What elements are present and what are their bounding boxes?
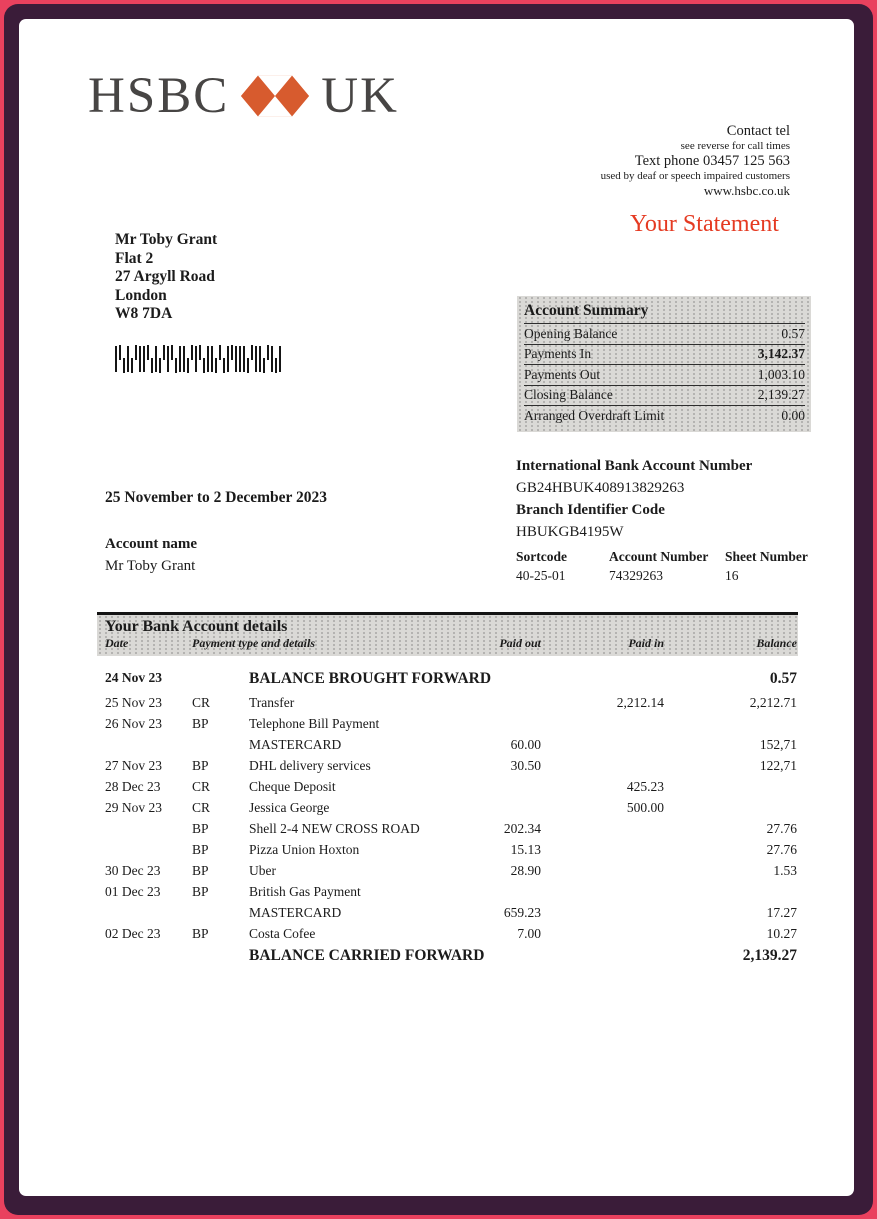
barcode-bar [259,346,261,372]
cell-paid-in: 500.00 [626,800,664,815]
cell-date: 25 Nov 23 [105,695,162,710]
cell-paid-in: 425.23 [626,779,664,794]
cell-date: 28 Dec 23 [105,779,161,794]
table-row [97,777,798,798]
cell-details: Transfer [249,695,295,710]
logo-text-uk: UK [321,67,399,124]
cell-details: British Gas Payment [249,884,361,899]
barcode-bar [167,346,169,372]
barcode-bar [231,345,233,360]
account-number-column [609,549,708,584]
barcode-bar [255,346,257,372]
column-header-paid-in: Paid in [628,636,664,650]
cell-balance: 17.27 [766,905,797,920]
summary-label: Arranged Overdraft Limit [524,407,665,423]
barcode-bar [183,346,185,372]
barcode-bar [127,346,129,372]
barcode-bar [247,358,249,373]
barcode-bar [207,346,209,372]
account-summary-rows [524,324,805,426]
barcode-bar [211,346,213,372]
transactions-rows [97,656,798,970]
barcode-bar [235,346,237,372]
cell-details: Costa Cofee [249,926,316,941]
cell-details: Jessica George [249,800,330,815]
cell-paid-out: 28.90 [510,863,541,878]
barcode-bar [155,346,157,372]
cell-date: 01 Dec 23 [105,884,161,899]
barcode-bar [151,358,153,373]
cell-balance: 2,212.71 [749,695,797,710]
cell-paid-out: 7.00 [517,926,541,941]
barcode-bar [115,346,117,372]
barcode-bar [267,345,269,360]
cell-payment-type: CR [192,695,211,710]
barcode-bar [179,346,181,372]
summary-row [524,324,805,345]
cell-paid-in: 2,212.14 [616,695,664,710]
summary-row [524,365,805,386]
hsbc-hexagon-icon [241,72,309,120]
account-number-value: 74329263 [609,568,663,583]
cell-balance: 0.57 [769,670,797,687]
table-row [97,903,798,924]
cell-details: Shell 2-4 NEW CROSS ROAD [249,821,420,836]
cell-payment-type: BP [192,926,209,941]
sheet-number-label: Sheet Number [725,549,808,564]
cell-date: 02 Dec 23 [105,926,161,941]
table-row [97,882,798,903]
transactions-table [97,612,798,970]
sheet-number-value: 16 [725,568,739,583]
cell-balance: 27.76 [766,842,797,857]
contact-deaf-note: used by deaf or speech impaired customers [600,170,790,183]
contact-block [601,123,790,198]
transactions-column-headers [97,636,798,651]
barcode-bar [227,346,229,372]
transactions-table-header [97,612,798,656]
table-row [97,945,798,970]
address-line-4: W8 7DA [115,305,173,322]
barcode-bar [119,345,121,360]
barcode-bar [131,358,133,373]
barcode-bar [239,346,241,372]
table-row [97,714,798,735]
cell-details: BALANCE CARRIED FORWARD [249,947,485,964]
cell-details: MASTERCARD [249,737,342,752]
summary-label: Payments Out [524,366,601,382]
cell-payment-type: BP [192,863,209,878]
summary-row [524,345,805,366]
address-barcode [115,345,305,373]
cell-balance: 10.27 [766,926,797,941]
table-row [97,693,798,714]
cell-date: 30 Dec 23 [105,863,161,878]
sortcode-label: Sortcode [516,549,567,564]
barcode-bar [135,345,137,360]
cell-payment-type: BP [192,842,209,857]
account-name-value: Mr Toby Grant [105,558,196,574]
summary-value: 3,142.37 [757,346,805,362]
barcode-bar [171,345,173,360]
barcode-bar [139,346,141,372]
barcode-bar [275,358,277,373]
contact-textphone: Text phone 03457 125 563 [634,153,790,170]
table-row [97,798,798,819]
transactions-title: Your Bank Account details [105,618,288,635]
cell-balance: 27.76 [766,821,797,836]
cell-details: MASTERCARD [249,905,342,920]
sortcode-value: 40-25-01 [516,568,566,583]
barcode-bar [191,345,193,360]
cell-paid-out: 202.34 [503,821,541,836]
cell-paid-out: 659.23 [503,905,541,920]
logo-text-hsbc: HSBC [88,67,230,124]
account-number-label: Account Number [609,549,709,564]
address-line-2: 27 Argyll Road [115,268,215,285]
barcode-bar [163,345,165,360]
account-identifiers [516,455,752,543]
cell-payment-type: CR [192,800,211,815]
account-summary-table [517,296,811,432]
bic-value: HBUKGB4195W [516,524,624,540]
table-row [97,861,798,882]
barcode-bar [195,346,197,372]
cell-balance: 2,139.27 [742,947,797,964]
account-summary-title: Account Summary [524,300,805,324]
cell-date: 29 Nov 23 [105,800,162,815]
statement-period: 25 November to 2 December 2023 [105,489,327,506]
cell-paid-out: 15.13 [510,842,541,857]
cell-date: 26 Nov 23 [105,716,162,731]
table-row [97,924,798,945]
barcode-bar [219,345,221,360]
barcode-bar [187,358,189,373]
barcode-bar [279,346,281,372]
cell-date: 24 Nov 23 [105,670,162,685]
cell-details: Telephone Bill Payment [249,716,380,731]
table-row [97,668,798,693]
contact-call-times: see reverse for call times [680,140,790,153]
cell-paid-out: 60.00 [510,737,541,752]
barcode-bar [175,358,177,373]
cell-payment-type: BP [192,758,209,773]
cell-date: 27 Nov 23 [105,758,162,773]
column-header-date: Date [105,636,129,650]
table-row [97,756,798,777]
barcode-bar [159,358,161,373]
barcode-bar [123,358,125,373]
barcode-bar [223,358,225,373]
sortcode-column [516,549,567,584]
barcode-bar [263,358,265,373]
barcode-bar [199,345,201,360]
contact-website: www.hsbc.co.uk [703,183,790,199]
column-header-paid-out: Paid out [499,636,541,650]
statement-title: Your Statement [630,211,779,237]
iban-value: GB24HBUK408913829263 [516,480,685,496]
hsbc-uk-logo [88,67,399,125]
cell-details: DHL delivery services [249,758,371,773]
summary-label: Payments In [524,346,592,362]
table-row [97,819,798,840]
barcode-bar [215,358,217,373]
cell-payment-type: CR [192,779,211,794]
table-row [97,840,798,861]
address-line-1: Flat 2 [115,249,154,267]
cell-payment-type: BP [192,884,209,899]
cell-balance: 152,71 [759,737,797,752]
address-line-3: London [115,286,167,304]
cell-paid-out: 30.50 [510,758,541,773]
contact-tel-label: Contact tel [726,123,790,139]
barcode-bar [243,346,245,372]
barcode-bar [147,345,149,360]
summary-value: 0.00 [781,407,805,423]
summary-value: 1,003.10 [757,366,805,382]
cell-details: BALANCE BROUGHT FORWARD [249,670,492,687]
summary-label: Closing Balance [524,387,613,403]
column-header-type: Payment type and details [192,636,315,650]
statement-paper [19,19,854,1196]
summary-row [524,386,805,407]
bic-label: Branch Identifier Code [516,502,665,518]
iban-label: International Bank Account Number [516,458,753,474]
summary-label: Opening Balance [524,325,618,341]
summary-value: 2,139.27 [757,387,805,403]
cell-details: Cheque Deposit [249,779,336,794]
column-header-balance: Balance [756,636,797,650]
recipient-address [115,231,217,324]
cell-payment-type: BP [192,821,209,836]
cell-payment-type: BP [192,716,209,731]
cell-balance: 1.53 [773,863,797,878]
cell-details: Pizza Union Hoxton [249,842,360,857]
barcode-bar [143,346,145,372]
barcode-bar [251,345,253,360]
account-name-label: Account name [105,536,198,552]
cell-details: Uber [249,863,276,878]
cell-balance: 122,71 [759,758,797,773]
table-row [97,735,798,756]
recipient-name: Mr Toby Grant [115,231,218,248]
summary-row [524,406,805,426]
sheet-number-column [725,549,808,584]
barcode-bar [203,358,205,373]
summary-value: 0.57 [781,325,805,341]
barcode-bar [271,346,273,372]
